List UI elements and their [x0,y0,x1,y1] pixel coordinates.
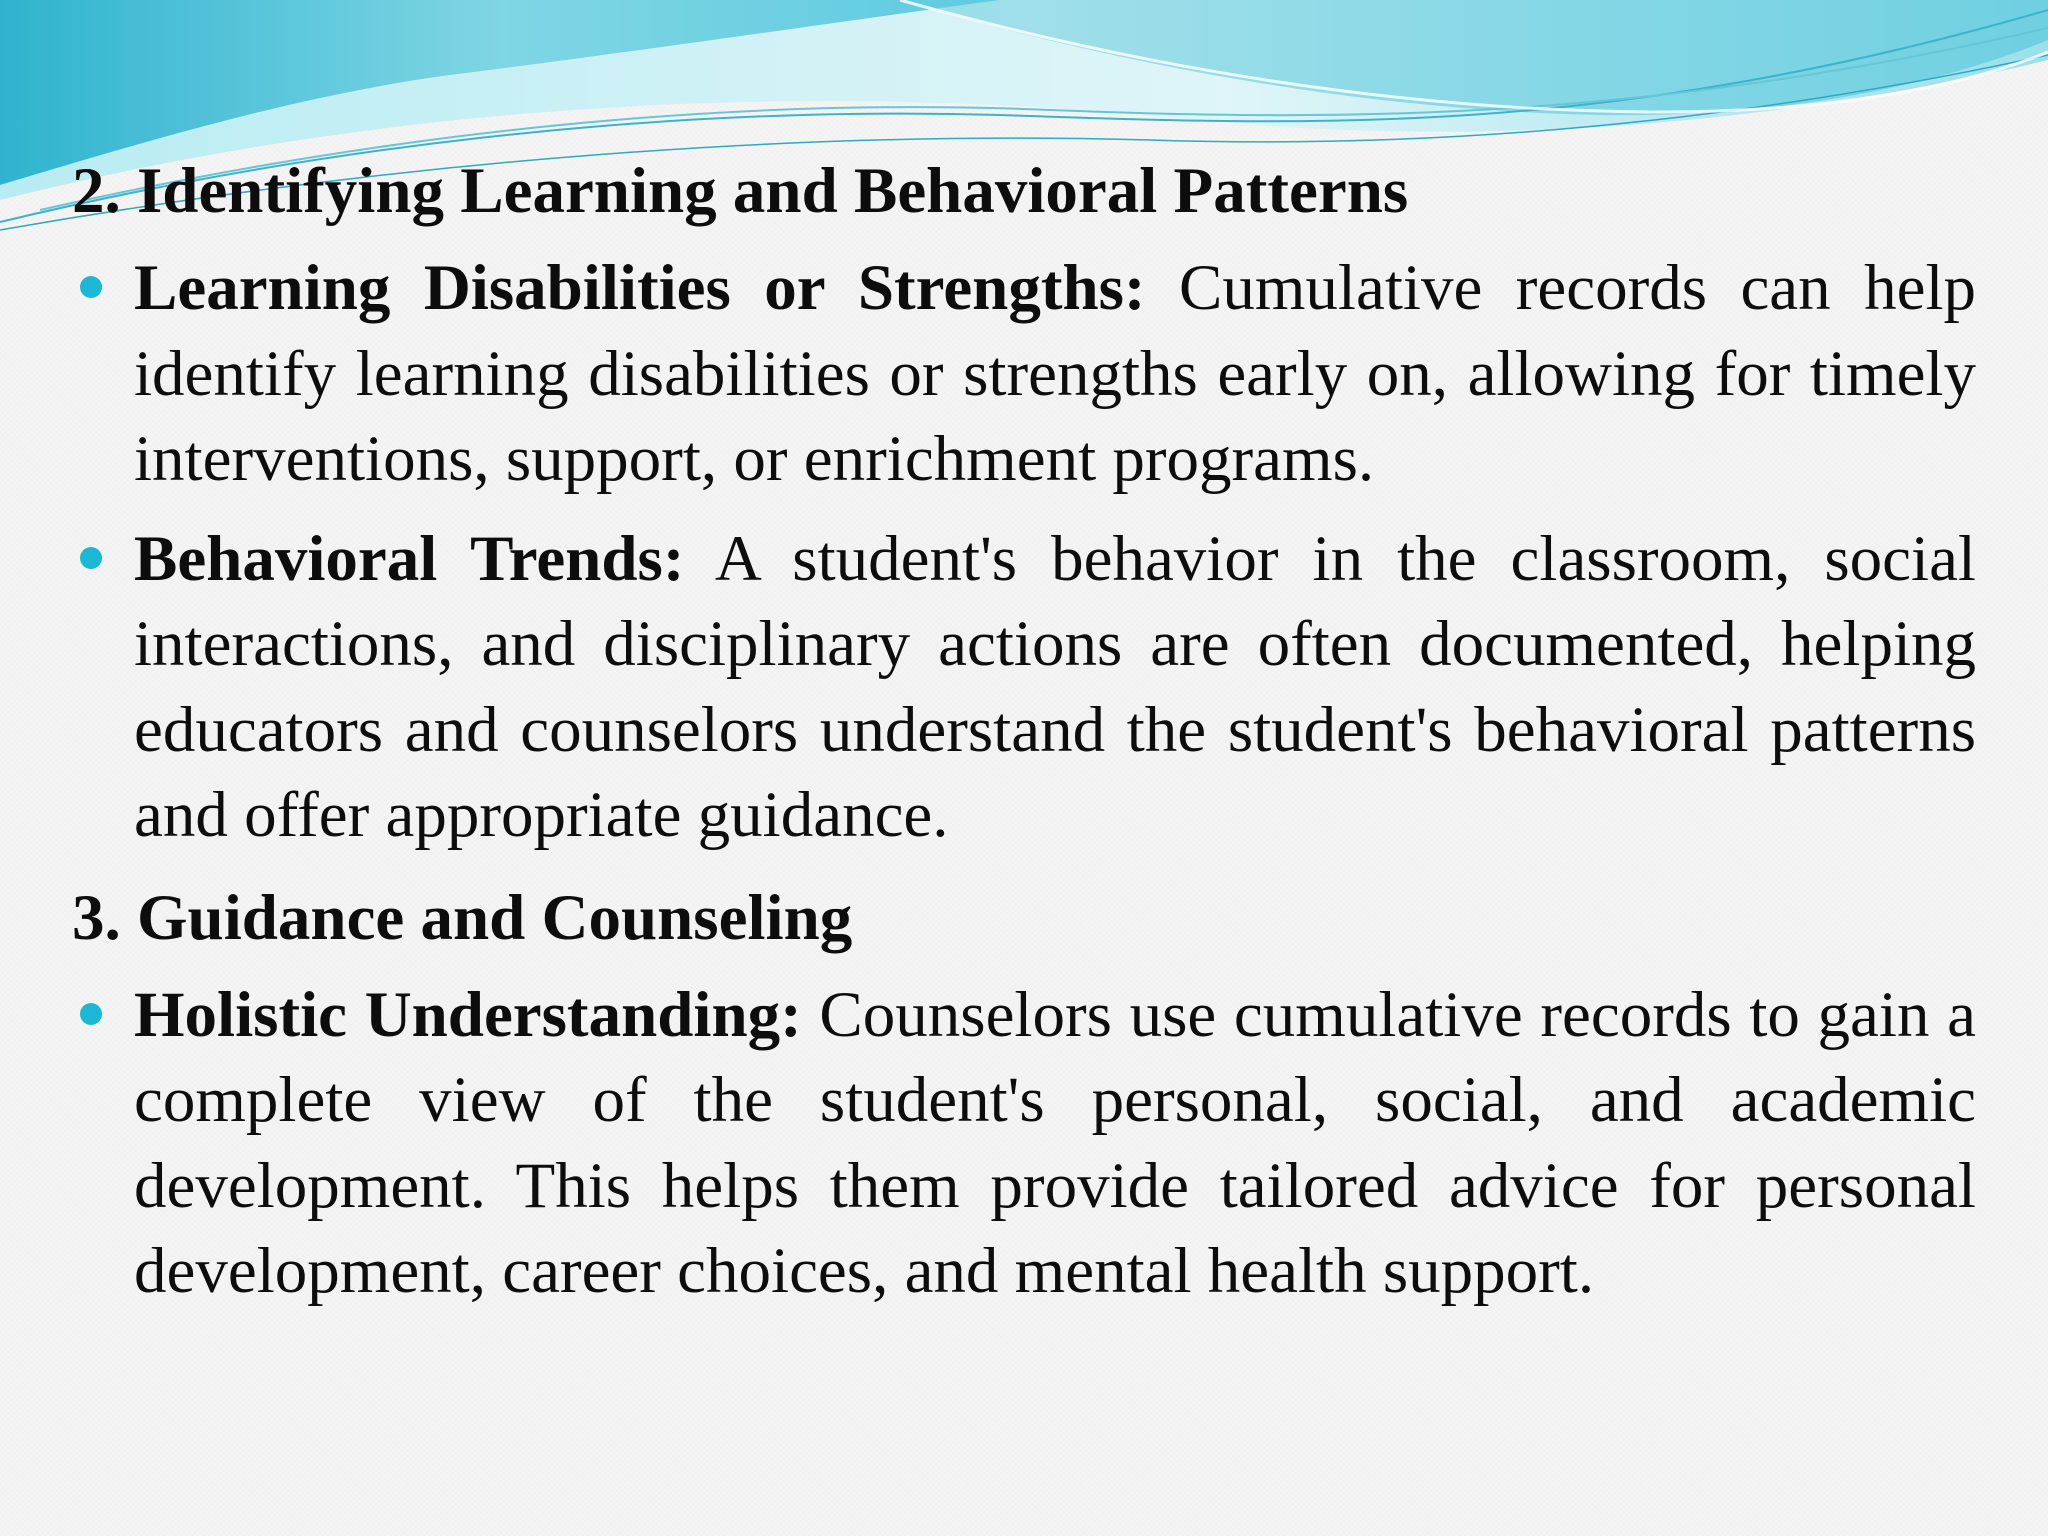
bullet-behavioral-trends [72,517,1976,859]
bullet-term: Learning Disabilities or Strengths: [134,252,1146,324]
bullet-dot-icon [80,1003,102,1025]
section-heading-guidance-counseling: 3. Guidance and Counseling [72,881,853,954]
bullet-learning-disabilities [72,246,1976,503]
bullet-text: A student's behavior in the classroom, social interactions, and disciplinary actions are often documented, helping educators and counselors understand the student's behavioral patterns and offer appropriate guidance. [134,522,1976,851]
bullet-dot-icon [80,276,102,298]
section-heading-identifying-patterns: 2. Identifying Learning and Behavioral Patterns [72,155,1409,227]
bullet-term: Behavioral Trends: [134,522,685,595]
bullet-dot-icon [80,547,102,569]
bullet-text: Cumulative records can help identify learning disabilities or strengths early on, allowing for timely interventions, support, or enrichment programs. [134,252,1976,495]
bullet-holistic-understanding [72,973,1976,1315]
bullet-text: Counselors use cumulative records to gain a complete view of the student's personal, social, and academic development. This helps them provide tailored advice for personal development, career choices, and mental health support. [134,978,1976,1307]
slide-content [72,150,1976,1315]
bullet-term: Holistic Understanding: [134,978,802,1051]
